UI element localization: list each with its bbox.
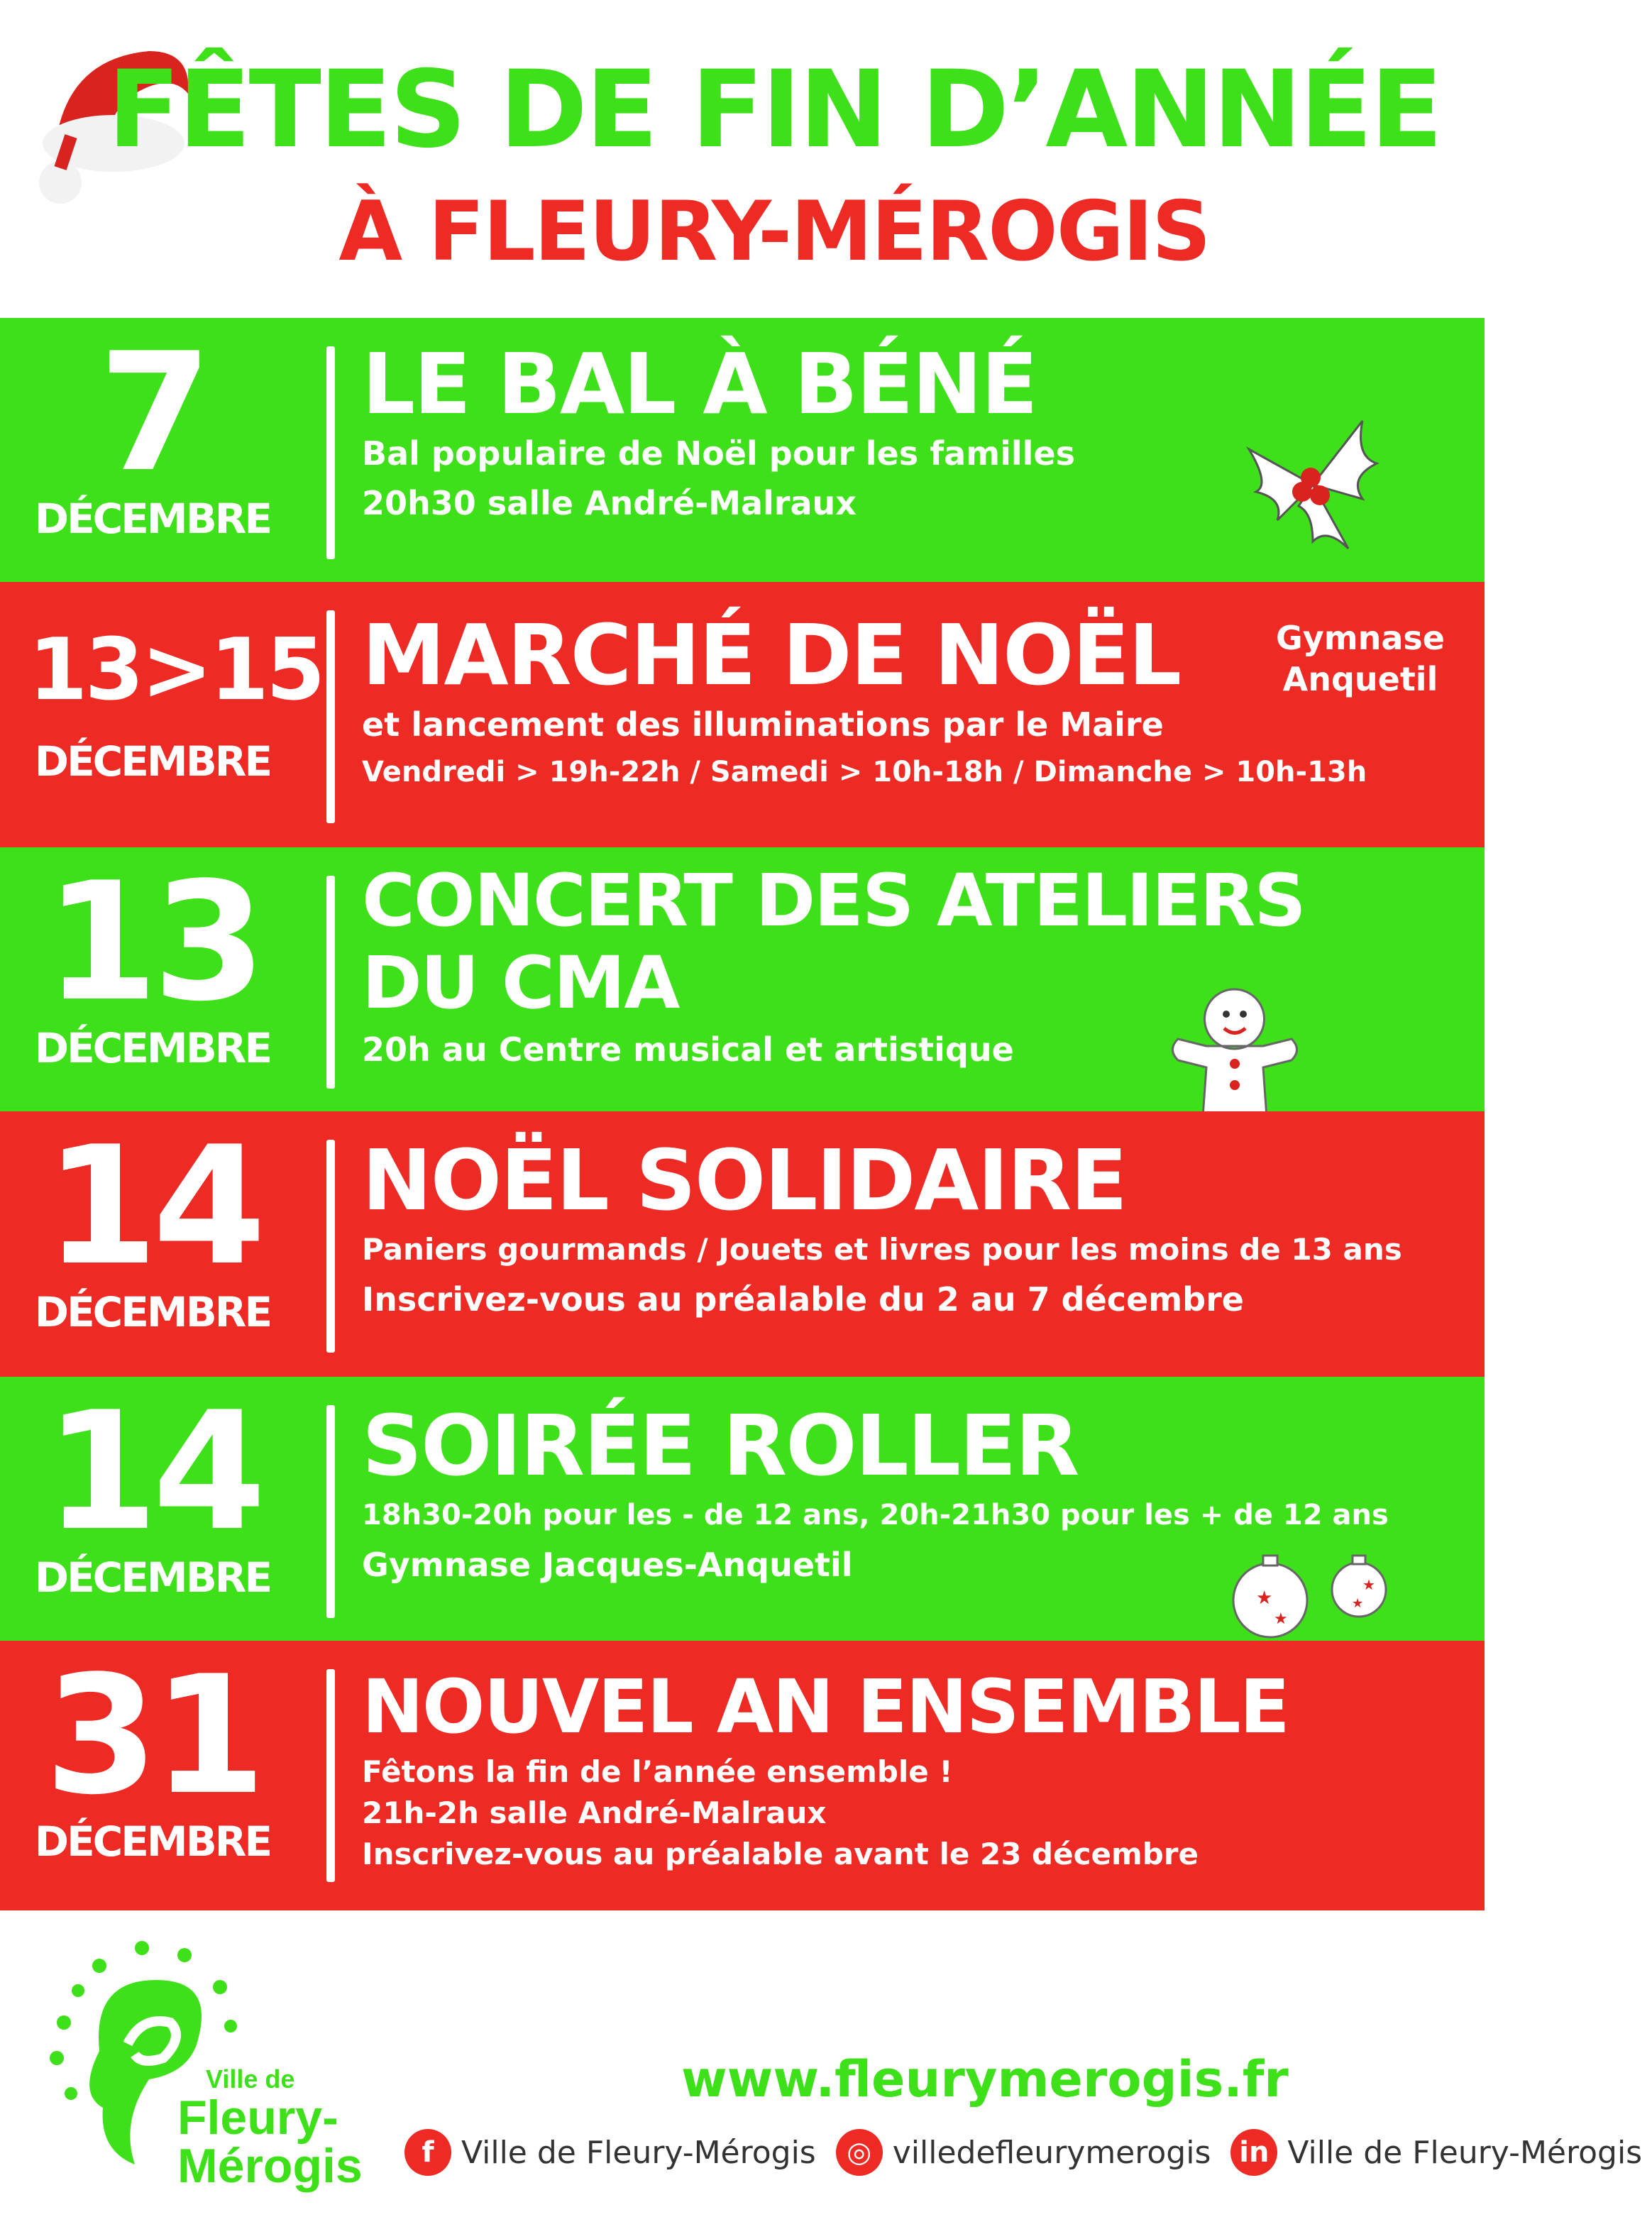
event-month: DÉCEMBRE	[34, 495, 271, 543]
poster-title: FÊTES DE FIN D’ANNÉE	[107, 48, 1441, 172]
event-date	[28, 617, 323, 786]
event-month: DÉCEMBRE	[34, 1553, 271, 1602]
event-day: 14	[44, 1377, 261, 1567]
event-title: LE BAL À BÉNÉ	[362, 335, 1037, 433]
event-line: 20h au Centre musical et artistique	[362, 1030, 1014, 1069]
divider	[326, 876, 335, 1089]
event-day: 13>15	[28, 621, 323, 720]
event-day: 14	[44, 1112, 261, 1302]
poster-subtitle: À FLEURY-MÉROGIS	[338, 184, 1210, 280]
instagram-link[interactable]: villedefleurymerogis	[892, 2134, 1211, 2171]
event-date	[28, 1112, 277, 1336]
event-line: Inscrivez-vous au préalable du 2 au 7 décembre	[362, 1280, 1244, 1319]
poster-footer	[0, 1909, 1643, 2217]
event-day: 31	[44, 1641, 261, 1831]
event-line: Bal populaire de Noël pour les familles	[362, 434, 1075, 473]
event-line: Vendredi > 19h-22h / Samedi > 10h-18h / Dimanche > 10h-13h	[362, 756, 1367, 788]
event-month: DÉCEMBRE	[34, 1817, 271, 1866]
event-line: Gymnase Jacques-Anquetil	[362, 1546, 853, 1584]
event-line: Fêtons la fin de l’année ensemble !	[362, 1754, 953, 1789]
divider	[326, 610, 335, 823]
divider	[326, 1405, 335, 1618]
event-line: 20h30 salle André-Malraux	[362, 484, 857, 522]
event-month: DÉCEMBRE	[34, 737, 271, 786]
svg-text:★: ★	[1274, 1610, 1288, 1628]
event-month: DÉCEMBRE	[34, 1024, 271, 1072]
svg-text:★: ★	[1256, 1588, 1273, 1609]
event-line: et lancement des illuminations par le Maire	[362, 705, 1164, 744]
event-line: Inscrivez-vous au préalable avant le 23 décembre	[362, 1837, 1199, 1871]
linkedin-icon[interactable]: in	[1230, 2129, 1277, 2176]
event-day: 13	[44, 848, 261, 1038]
divider	[326, 1669, 335, 1882]
facebook-icon[interactable]: f	[404, 2129, 451, 2176]
event-day: 7	[98, 319, 207, 508]
event-band	[0, 318, 1485, 582]
event-title: NOUVEL AN ENSEMBLE	[362, 1663, 1289, 1750]
event-band	[0, 1111, 1485, 1377]
christmas-ornaments-icon	[1221, 1547, 1391, 1639]
event-line: 21h-2h salle André-Malraux	[362, 1795, 827, 1830]
holly-icon	[1242, 421, 1384, 556]
event-date	[28, 1377, 277, 1602]
event-content	[362, 1131, 1442, 1324]
city-logo-text: Ville de Fleury- Mérogis	[177, 2064, 363, 2193]
poster-header	[0, 0, 1485, 318]
instagram-icon[interactable]: ◎	[836, 2129, 883, 2176]
divider	[326, 1140, 335, 1353]
event-title: SOIRÉE ROLLER	[362, 1397, 1079, 1495]
event-line: 18h30-20h pour les - de 12 ans, 20h-21h30 pour les + de 12 ans	[362, 1499, 1389, 1531]
event-band	[0, 582, 1485, 847]
event-band	[0, 1641, 1485, 1910]
event-title: CONCERT DES ATELIERS DU CMA	[362, 859, 1305, 1025]
linkedin-link[interactable]: Ville de Fleury-Mérogis	[1287, 2134, 1643, 2171]
event-band	[0, 847, 1485, 1111]
event-band	[0, 1377, 1485, 1641]
event-line: Paniers gourmands / Jouets et livres pour les moins de 13 ans	[362, 1232, 1402, 1267]
svg-text:★: ★	[1352, 1596, 1364, 1611]
facebook-link[interactable]: Ville de Fleury-Mérogis	[461, 2134, 816, 2171]
event-content	[362, 1662, 1442, 1875]
website-link[interactable]: www.fleurymerogis.fr	[681, 2050, 1289, 2108]
svg-text:★: ★	[1362, 1576, 1375, 1593]
divider	[326, 346, 335, 559]
social-links	[404, 2129, 1652, 2176]
event-date	[28, 1641, 277, 1866]
event-month: DÉCEMBRE	[34, 1288, 271, 1336]
event-date	[28, 319, 277, 543]
event-title: NOËL SOLIDAIRE	[362, 1131, 1126, 1229]
event-date	[28, 848, 277, 1072]
event-title: MARCHÉ DE NOËL	[362, 606, 1181, 704]
event-location-note: Gymnase Anquetil	[1275, 619, 1445, 698]
